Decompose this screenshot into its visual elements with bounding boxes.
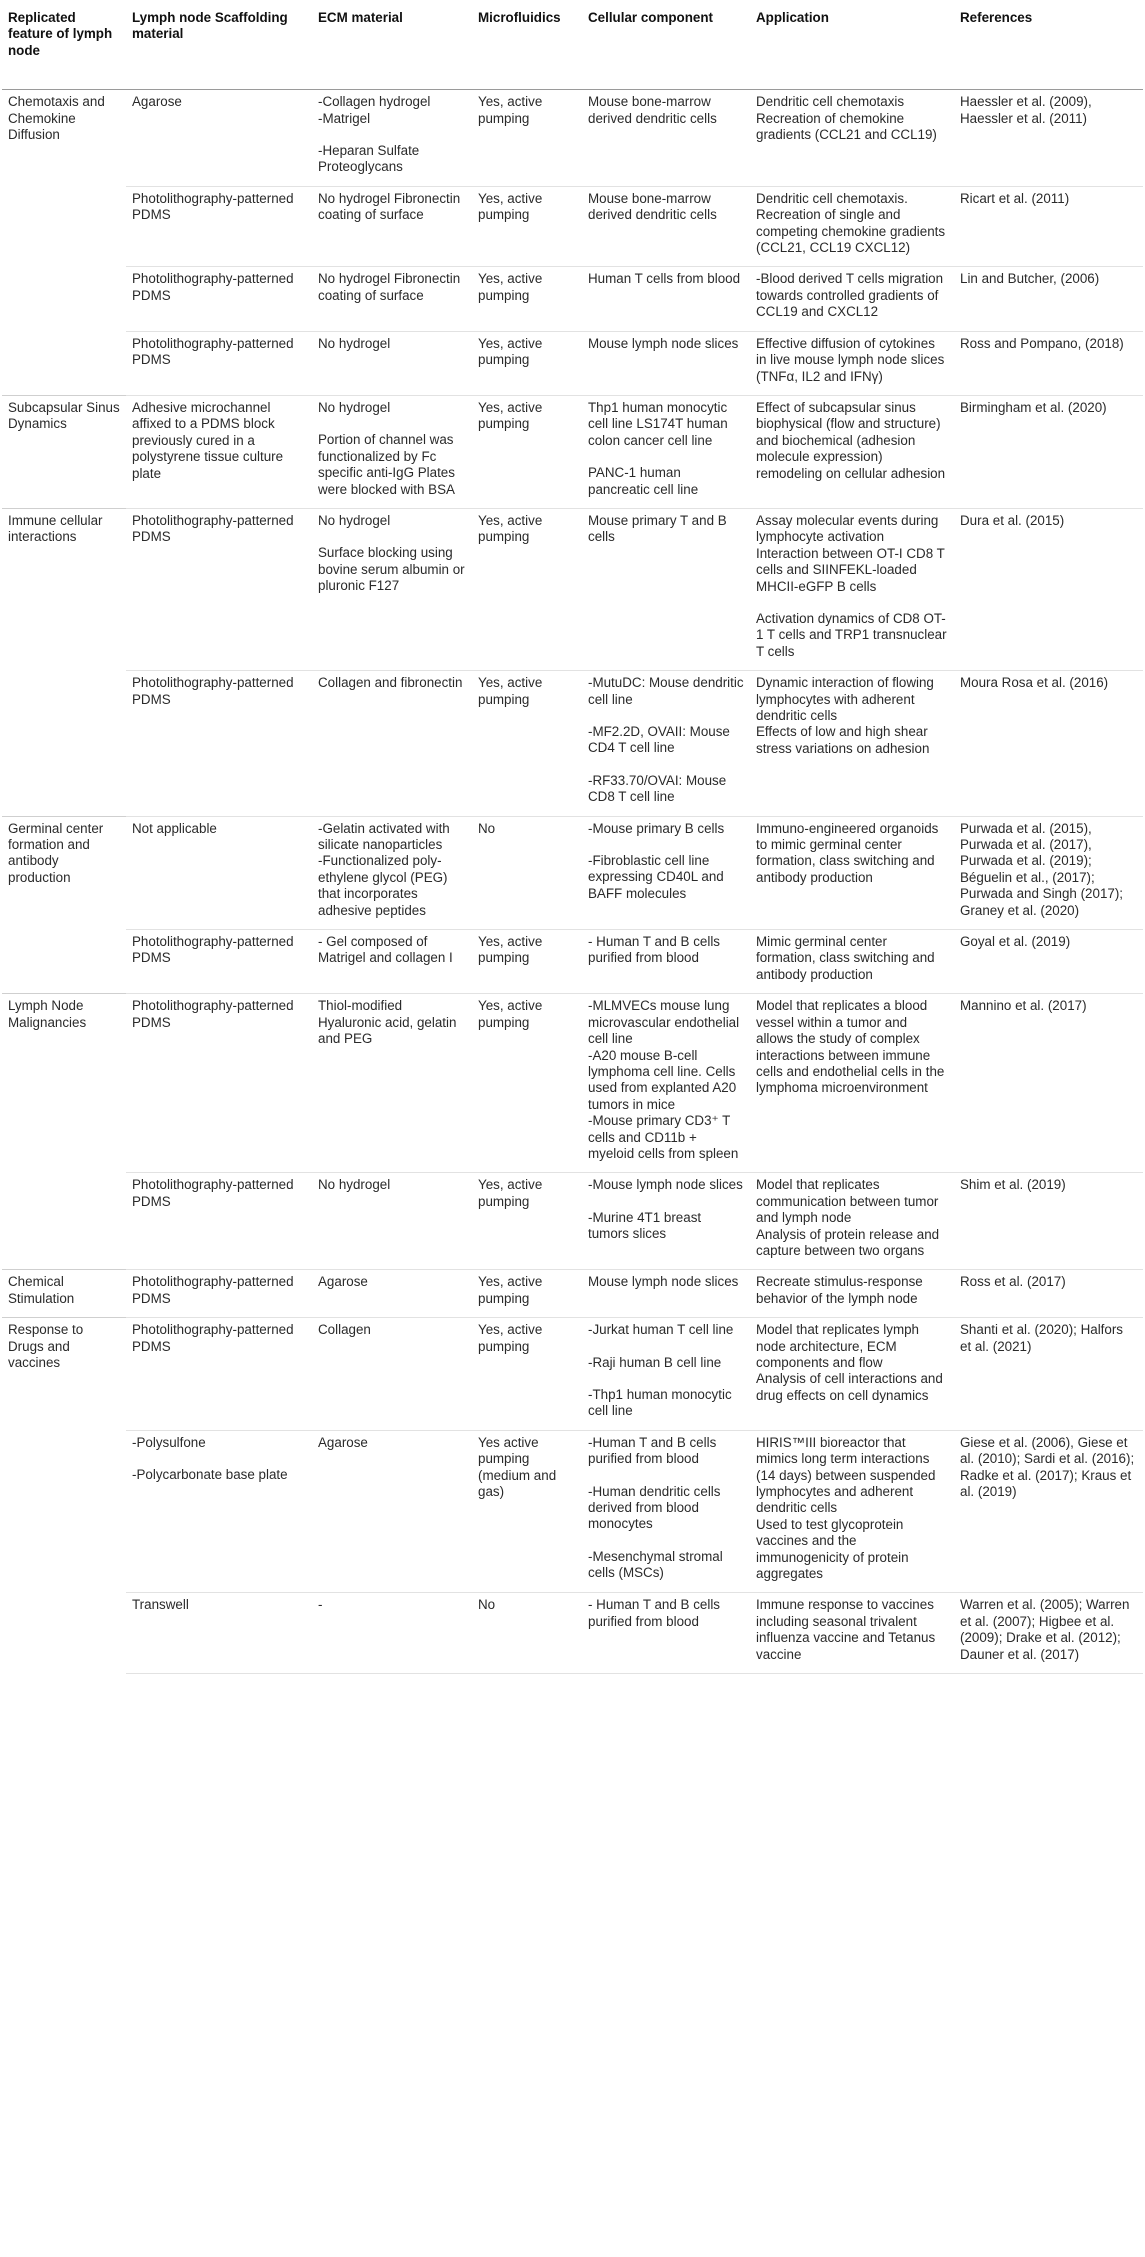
cell-text: Yes, active pumping	[478, 335, 543, 368]
cell-text: Germinal center formation and antibody production	[8, 820, 104, 885]
cell-text: Thiol-modified Hyaluronic acid, gelatin and PEG	[318, 998, 457, 1047]
ecm-cell	[312, 186, 472, 267]
microfluidics-cell	[472, 930, 582, 994]
scaffold-cell	[126, 267, 312, 331]
references-cell	[954, 994, 1143, 1173]
cellular-component-cell	[582, 267, 750, 331]
scaffold-cell	[126, 1270, 312, 1318]
cell-text: Collagen	[318, 1322, 371, 1338]
cell-text: Agarose	[318, 1434, 368, 1450]
table-row	[2, 671, 1143, 816]
microfluidics-cell	[472, 1173, 582, 1270]
table-row	[2, 1318, 1143, 1431]
feature-cell	[2, 816, 126, 929]
cell-text: Dendritic cell chemotaxis. Recreation of single and competing chemokine gradients (CCL21, CCL19 CXCL12)	[756, 190, 946, 256]
cell-text: Mouse bone-marrow derived dendritic cells	[588, 190, 717, 223]
cellular-component-cell	[582, 1270, 750, 1318]
cellular-component-cell	[582, 508, 750, 670]
scaffold-cell	[126, 816, 312, 929]
feature-cell	[2, 930, 126, 994]
cell-text: Activation dynamics of CD8 OT-1 T cells and TRP1 transnuclear T cells	[756, 610, 947, 659]
microfluidics-cell	[472, 331, 582, 395]
cell-text: Subcapsular Sinus Dynamics	[8, 399, 120, 432]
references-cell	[954, 1430, 1143, 1593]
cell-text: Ricart et al. (2011)	[960, 190, 1070, 206]
cell-text: Transwell	[132, 1597, 189, 1613]
scaffold-cell	[126, 1430, 312, 1593]
scaffold-cell	[126, 994, 312, 1173]
cell-text: Yes, active pumping	[478, 1322, 543, 1354]
cell-text: Yes, active pumping	[478, 190, 543, 223]
cell-text: Photolithography-patterned PDMS	[132, 998, 294, 1030]
cellular-component-cell	[582, 90, 750, 187]
cell-text: - Gel composed of Matrigel and collagen I	[318, 934, 453, 966]
cell-text: Yes, active pumping	[478, 998, 543, 1030]
application-cell	[750, 1173, 954, 1270]
cell-text: -Polycarbonate base plate	[132, 1467, 288, 1483]
feature-cell	[2, 671, 126, 816]
microfluidics-cell	[472, 267, 582, 331]
cell-text: -Collagen hydrogel -Matrigel	[318, 94, 431, 126]
cell-text: -Human dendritic cells derived from blood monocytes	[588, 1483, 721, 1532]
header-scaffolding-material: Lymph node Scaffolding material	[126, 0, 312, 90]
table-row	[2, 186, 1143, 267]
header-replicated-feature: Replicated feature of lymph node	[2, 0, 126, 90]
cell-text: -Gelatin activated with silicate nanoparticles -Functionalized poly-ethylene glycol (PEG) that incorporates adhesive peptides	[318, 820, 450, 918]
references-cell	[954, 671, 1143, 816]
feature-cell	[2, 1593, 126, 1674]
application-cell	[750, 1270, 954, 1318]
cellular-component-cell	[582, 1430, 750, 1593]
cell-text: Immune cellular interactions	[8, 512, 103, 545]
cell-text: -Blood derived T cells migration towards controlled gradients of CCL19 and CXCL12	[756, 271, 944, 320]
ecm-cell	[312, 395, 472, 508]
cell-text: Photolithography-patterned PDMS	[132, 271, 294, 303]
microfluidics-cell	[472, 816, 582, 929]
feature-cell	[2, 395, 126, 508]
cell-text: Mouse bone-marrow derived dendritic cells	[588, 94, 717, 126]
feature-cell	[2, 1430, 126, 1593]
application-cell	[750, 1593, 954, 1674]
cell-text: Shim et al. (2019)	[960, 1177, 1066, 1193]
microfluidics-cell	[472, 1430, 582, 1593]
cellular-component-cell	[582, 1173, 750, 1270]
cell-text: -Raji human B cell line	[588, 1354, 722, 1370]
feature-cell	[2, 186, 126, 267]
cell-text: Yes, active pumping	[478, 1274, 543, 1306]
microfluidics-cell	[472, 1593, 582, 1674]
references-cell	[954, 186, 1143, 267]
scaffold-cell	[126, 671, 312, 816]
ecm-cell	[312, 90, 472, 187]
table-row	[2, 930, 1143, 994]
cell-text: Photolithography-patterned PDMS	[132, 335, 294, 368]
feature-cell	[2, 90, 126, 187]
cell-text: Collagen and fibronectin	[318, 675, 463, 691]
cell-text: Model that replicates communication between tumor and lymph node Analysis of protein release and capture between two organs	[756, 1177, 940, 1258]
cellular-component-cell	[582, 395, 750, 508]
application-cell	[750, 508, 954, 670]
microfluidics-cell	[472, 671, 582, 816]
cellular-component-cell	[582, 1318, 750, 1431]
cell-text: Yes, active pumping	[478, 399, 543, 432]
cell-text: No hydrogel	[318, 335, 391, 351]
cell-text: Adhesive microchannel affixed to a PDMS block previously cured in a polystyrene tissue culture plate	[132, 399, 284, 481]
cell-text: Recreate stimulus-response behavior of the lymph node	[756, 1274, 923, 1306]
cellular-component-cell	[582, 186, 750, 267]
references-cell	[954, 331, 1143, 395]
table-row	[2, 331, 1143, 395]
application-cell	[750, 90, 954, 187]
table-row	[2, 1430, 1143, 1593]
cell-text: -Mouse lymph node slices	[588, 1177, 743, 1193]
feature-cell	[2, 1173, 126, 1270]
cell-text: -RF33.70/OVAI: Mouse CD8 T cell line	[588, 772, 727, 805]
cell-text: Yes, active pumping	[478, 675, 543, 707]
cell-text: Mouse primary T and B cells	[588, 512, 727, 545]
cell-text: Agarose	[318, 1274, 368, 1290]
microfluidics-cell	[472, 90, 582, 187]
cell-text: Human T cells from blood	[588, 271, 741, 287]
cell-text: Photolithography-patterned PDMS	[132, 1177, 294, 1209]
cell-text: Mimic germinal center formation, class switching and antibody production	[756, 934, 935, 982]
cell-text: Yes, active pumping	[478, 94, 543, 126]
ecm-cell	[312, 508, 472, 670]
cell-text: -Mesenchymal stromal cells (MSCs)	[588, 1548, 723, 1581]
cell-text: Photolithography-patterned PDMS	[132, 512, 294, 545]
cell-text: Effect of subcapsular sinus biophysical (flow and structure) and biochemical (adhesion molecule expression) remodeling on cellular adhesion	[756, 399, 946, 481]
header-application: Application	[750, 0, 954, 90]
references-cell	[954, 816, 1143, 929]
scaffold-cell	[126, 186, 312, 267]
cell-text: -Polysulfone	[132, 1434, 206, 1450]
cell-text: Photolithography-patterned PDMS	[132, 1274, 294, 1306]
cell-text: Warren et al. (2005); Warren et al. (2007); Higbee et al. (2009); Drake et al. (2012); Dauner et al. (2017)	[960, 1597, 1130, 1662]
cellular-component-cell	[582, 331, 750, 395]
references-cell	[954, 1270, 1143, 1318]
cell-text: Chemical Stimulation	[8, 1274, 75, 1306]
scaffold-cell	[126, 1173, 312, 1270]
application-cell	[750, 331, 954, 395]
cell-text: Ross and Pompano, (2018)	[960, 335, 1124, 351]
ecm-cell	[312, 331, 472, 395]
references-cell	[954, 1593, 1143, 1674]
header-references: References	[954, 0, 1143, 90]
cell-text: - Human T and B cells purified from blood	[588, 934, 720, 966]
table-header	[2, 0, 1143, 90]
application-cell	[750, 267, 954, 331]
references-cell	[954, 1318, 1143, 1431]
cell-text: -Murine 4T1 breast tumors slices	[588, 1209, 702, 1242]
scaffold-cell	[126, 1318, 312, 1431]
feature-cell	[2, 331, 126, 395]
microfluidics-cell	[472, 1318, 582, 1431]
cell-text: Lymph Node Malignancies	[8, 998, 87, 1030]
microfluidics-cell	[472, 395, 582, 508]
cellular-component-cell	[582, 671, 750, 816]
cell-text: No hydrogel	[318, 399, 391, 415]
cell-text: HIRIS™III bioreactor that mimics long term interactions (14 days) between suspended lymphocytes and adherent dendritic cells Used to test glycoprotein vaccines and the immunogenicity of protein aggregates	[756, 1434, 936, 1582]
header-ecm-material: ECM material	[312, 0, 472, 90]
application-cell	[750, 1430, 954, 1593]
cell-text: -Fibroblastic cell line expressing CD40L and BAFF molecules	[588, 853, 724, 901]
scaffold-cell	[126, 331, 312, 395]
cell-text: No hydrogel Fibronectin coating of surface	[318, 190, 461, 223]
cell-text: Shanti et al. (2020); Halfors et al. (2021)	[960, 1322, 1124, 1354]
references-cell	[954, 267, 1143, 331]
cell-text: -	[318, 1597, 323, 1613]
cell-text: Assay molecular events during lymphocyte activation Interaction between OT-I CD8 T cells and SIINFEKL-loaded MHCII-eGFP B cells	[756, 512, 945, 594]
cell-text: Dendritic cell chemotaxis Recreation of chemokine gradients (CCL21 and CCL19)	[756, 94, 937, 143]
cell-text: Effective diffusion of cytokines in live mouse lymph node slices (TNFα, IL2 and IFNγ)	[756, 335, 945, 384]
application-cell	[750, 671, 954, 816]
cell-text: Birmingham et al. (2020)	[960, 399, 1107, 415]
cell-text: Yes, active pumping	[478, 512, 543, 545]
cell-text: Model that replicates lymph node architecture, ECM components and flow Analysis of cell interactions and drug effects on cell dynamics	[756, 1322, 943, 1403]
header-microfluidics: Microfluidics	[472, 0, 582, 90]
scaffold-cell	[126, 90, 312, 187]
cell-text: No hydrogel	[318, 1177, 391, 1193]
table-row	[2, 267, 1143, 331]
cell-text: Purwada et al. (2015), Purwada et al. (2017), Purwada et al. (2019); Béguelin et al., (2017); Purwada and Singh (2017); Graney et al. (2020)	[960, 820, 1124, 918]
ecm-cell	[312, 1270, 472, 1318]
feature-cell	[2, 1270, 126, 1318]
references-cell	[954, 90, 1143, 187]
cell-text: No	[478, 820, 496, 836]
cell-text: Chemotaxis and Chemokine Diffusion	[8, 94, 105, 143]
header-row	[2, 0, 1143, 90]
application-cell	[750, 1318, 954, 1431]
cellular-component-cell	[582, 994, 750, 1173]
ecm-cell	[312, 671, 472, 816]
cell-text: Mannino et al. (2017)	[960, 998, 1087, 1014]
cellular-component-cell	[582, 930, 750, 994]
cell-text: Photolithography-patterned PDMS	[132, 190, 294, 223]
feature-cell	[2, 508, 126, 670]
ecm-cell	[312, 1593, 472, 1674]
ecm-cell	[312, 1318, 472, 1431]
cell-text: Model that replicates a blood vessel within a tumor and allows the study of complex interactions between immune cells and endothelial cells in the lymphoma microenvironment	[756, 998, 945, 1096]
table-body	[2, 90, 1143, 1674]
cell-text: -Mouse primary B cells	[588, 820, 725, 836]
cell-text: Agarose	[132, 94, 182, 110]
scaffold-cell	[126, 1593, 312, 1674]
cell-text: Photolithography-patterned PDMS	[132, 675, 294, 707]
application-cell	[750, 994, 954, 1173]
ecm-cell	[312, 930, 472, 994]
header-cellular-component: Cellular component	[582, 0, 750, 90]
cell-text: Yes active pumping (medium and gas)	[478, 1434, 557, 1500]
application-cell	[750, 816, 954, 929]
application-cell	[750, 395, 954, 508]
cell-text: Yes, active pumping	[478, 934, 543, 966]
scaffold-cell	[126, 930, 312, 994]
cellular-component-cell	[582, 816, 750, 929]
cell-text: -MLMVECs mouse lung microvascular endothelial cell line -A20 mouse B-cell lymphoma cell line. Cells used from explanted A20 tumors in mice -Mouse primary CD3⁺ T cells and CD11b + myeloid cells from spleen	[588, 998, 740, 1161]
cell-text: -Heparan Sulfate Proteoglycans	[318, 143, 420, 175]
cell-text: -MutuDC: Mouse dendritic cell line	[588, 675, 744, 707]
cell-text: Photolithography-patterned PDMS	[132, 1322, 294, 1354]
cell-text: Immune response to vaccines including seasonal trivalent influenza vaccine and Tetanus vaccine	[756, 1597, 936, 1662]
cell-text: Moura Rosa et al. (2016)	[960, 675, 1109, 691]
ecm-cell	[312, 1430, 472, 1593]
cell-text: Photolithography-patterned PDMS	[132, 934, 294, 966]
ecm-cell	[312, 816, 472, 929]
table-row	[2, 994, 1143, 1173]
references-cell	[954, 930, 1143, 994]
cell-text: Thp1 human monocytic cell line LS174T human colon cancer cell line	[588, 399, 728, 448]
cell-text: Portion of channel was functionalized by Fc specific anti-IgG Plates were blocked with BSA	[318, 432, 455, 497]
ecm-cell	[312, 1173, 472, 1270]
cell-text: -MF2.2D, OVAII: Mouse CD4 T cell line	[588, 724, 730, 756]
references-cell	[954, 395, 1143, 508]
feature-cell	[2, 267, 126, 331]
table-row	[2, 395, 1143, 508]
cell-text: Dynamic interaction of flowing lymphocytes with adherent dendritic cells Effects of low and high shear stress variations on adhesion	[756, 675, 934, 756]
table-row	[2, 1270, 1143, 1318]
application-cell	[750, 930, 954, 994]
table-row	[2, 1593, 1143, 1674]
scaffold-cell	[126, 395, 312, 508]
table-row	[2, 1173, 1143, 1270]
cell-text: Giese et al. (2006), Giese et al. (2010); Sardi et al. (2016); Radke et al. (2017); Kraus et al. (2019)	[960, 1434, 1135, 1500]
cell-text: No hydrogel Fibronectin coating of surface	[318, 271, 461, 303]
cell-text: Yes, active pumping	[478, 271, 543, 303]
cell-text: Haessler et al. (2009), Haessler et al. (2011)	[960, 94, 1092, 126]
application-cell	[750, 186, 954, 267]
cell-text: Mouse lymph node slices	[588, 1274, 739, 1290]
ecm-cell	[312, 267, 472, 331]
references-cell	[954, 508, 1143, 670]
cell-text: Lin and Butcher, (2006)	[960, 271, 1100, 287]
cell-text: Mouse lymph node slices	[588, 335, 739, 351]
microfluidics-cell	[472, 994, 582, 1173]
cell-text: Surface blocking using bovine serum albumin or pluronic F127	[318, 545, 465, 594]
references-cell	[954, 1173, 1143, 1270]
microfluidics-cell	[472, 1270, 582, 1318]
cell-text: Yes, active pumping	[478, 1177, 543, 1209]
lymph-node-models-table	[2, 0, 1143, 1674]
cell-text: Not applicable	[132, 820, 217, 836]
cell-text: -Thp1 human monocytic cell line	[588, 1387, 732, 1419]
cell-text: Immuno-engineered organoids to mimic germinal center formation, class switching and antibody production	[756, 820, 939, 885]
cell-text: - Human T and B cells purified from blood	[588, 1597, 720, 1629]
table-row	[2, 816, 1143, 929]
cell-text: -Jurkat human T cell line	[588, 1322, 734, 1338]
cell-text: Response to Drugs and vaccines	[8, 1322, 84, 1370]
ecm-cell	[312, 994, 472, 1173]
cell-text: -Human T and B cells purified from blood	[588, 1434, 717, 1467]
table-row	[2, 90, 1143, 187]
microfluidics-cell	[472, 508, 582, 670]
scaffold-cell	[126, 508, 312, 670]
cell-text: Goyal et al. (2019)	[960, 934, 1071, 950]
cell-text: No	[478, 1597, 496, 1613]
cell-text: Dura et al. (2015)	[960, 512, 1065, 528]
cell-text: Ross et al. (2017)	[960, 1274, 1066, 1290]
microfluidics-cell	[472, 186, 582, 267]
cell-text: PANC-1 human pancreatic cell line	[588, 465, 699, 497]
feature-cell	[2, 1318, 126, 1431]
table-row	[2, 508, 1143, 670]
cellular-component-cell	[582, 1593, 750, 1674]
cell-text: No hydrogel	[318, 512, 391, 528]
feature-cell	[2, 994, 126, 1173]
